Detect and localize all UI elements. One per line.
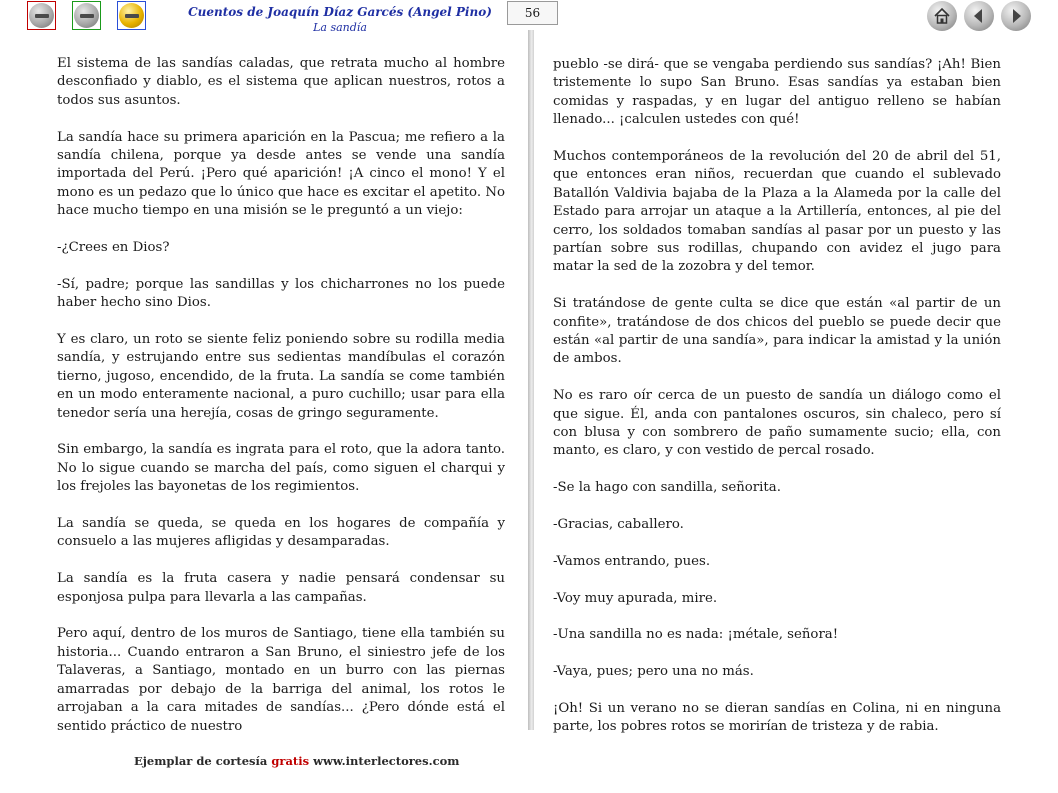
chapter-title: La sandía — [313, 21, 367, 34]
left-column — [57, 55, 505, 754]
footer-site-link[interactable]: www.interlectores.com — [313, 754, 460, 768]
footer-notice — [134, 754, 459, 768]
minimize-icon — [74, 3, 99, 28]
close-icon — [29, 3, 54, 28]
home-icon — [932, 6, 952, 26]
page-number: 56 — [507, 1, 558, 25]
paragraph: -Sí, padre; porque las sandillas y los chicharrones no los puede haber hecho sino Dios. — [57, 276, 505, 311]
next-page-button[interactable] — [1001, 1, 1031, 31]
dialogue-line: -Una sandilla no es nada: ¡métale, señora! — [553, 627, 839, 643]
paragraph: Y es claro, un roto se siente feliz poniendo sobre su rodilla media sandía, y estrujando entre sus sedientas mandíbulas el corazón tierno, jugoso, encendido, de la fruta. La sandía se come también en un modo enteramente nacional, a puro cuchillo; usar para ella tenedor sería una herejía, cosas de gringo seguramente. — [57, 332, 505, 421]
paragraph: La sandía se queda, se queda en los hogares de compañía y consuelo a las mujeres afligidas y desamparadas. — [57, 516, 505, 550]
footer-gratis: gratis — [271, 754, 310, 768]
paragraph: Pero aquí, dentro de los muros de Santiago, tiene ella también su historia... Cuando entraron a San Bruno, el siniestro jefe de los Talaveras, a Santiago, montado en un burro con las piernas amarradas por debajo de la barriga del animal, los rotos le arrojaban a la cara mitades de sandías... ¿Pero dónde está el sentido práctico de nuestro — [57, 626, 505, 734]
dialogue-line: -Vamos entrando, pues. — [553, 553, 711, 569]
dialogue-line: -Vaya, pues; pero una no más. — [553, 664, 754, 680]
minimize-window-button[interactable] — [72, 1, 101, 30]
book-title: Cuentos de Joaquín Díaz Garcés (Angel Pino) — [188, 5, 492, 19]
home-button[interactable] — [927, 1, 957, 31]
paragraph: Sin embargo, la sandía es ingrata para el roto, que la adora tanto. No lo sigue cuando se marcha del país, como siguen el charqui y los frejoles las bayonetas de los regimientos. — [57, 442, 505, 495]
paragraph: Muchos contemporáneos de la revolución del 20 de abril del 51, que entonces eran niños, recuerdan que cuando el sublevado Batallón Valdivia bajaba de la Plaza a la Alameda por la calle del Estado para arrojar un ataque a la Artillería, entonces, al pie del cerro, los soldados tomaban sandías al pasar por un puesto y las partían sobre sus rodillas, chupando con avidez el jugo para matar la sed de la zozobra y del temor. — [553, 149, 1001, 275]
page-divider — [528, 30, 534, 730]
paragraph: La sandía hace su primera aparición en la Pascua; me refiero a la sandía chilena, porque ya desde antes se vende una sandía importada del Perú. ¡Pero qué aparición! ¡A cinco el mono! Y el mono es un pedazo que lo único que hace es excitar el apetito. No hace mucho tiempo en una misión se le preguntó a un viejo: — [57, 129, 505, 219]
paragraph: No es raro oír cerca de un puesto de sandía un diálogo como el que sigue. Él, anda con pantalones oscuros, sin chaleco, pero sí con blusa y con sombrero de paño sumamente sucio; ella, con manto, es claro, y con vestido de percal rosado. — [553, 388, 1001, 459]
paragraph: -¿Crees en Dios? — [57, 240, 170, 256]
paragraph: El sistema de las sandías caladas, que retrata mucho al hombre desconfiado y diablo, es el sistema que aplican nuestros, rotos a todos sus asuntos. — [57, 56, 505, 108]
paragraph: pueblo -se dirá- que se vengaba perdiendo sus sandías? ¡Ah! Bien tristemente lo supo San Bruno. Esas sandías ya estaban bien comidas y raspadas, y en lugar del antiguo relleno se habían llenado... ¡calculen ustedes con qué! — [553, 57, 1001, 128]
footer-prefix: Ejemplar de cortesía — [134, 754, 268, 768]
minimize-icon — [119, 3, 144, 28]
dialogue-line: -Voy muy apurada, mire. — [553, 590, 718, 606]
dialogue-line: -Gracias, caballero. — [553, 517, 684, 533]
paragraph: Si tratándose de gente culta se dice que están «al partir de un confite», tratándose de dos chicos del pueblo se puede decir que están «al partir de una sandía», para indicar la amistad y la unión de ambos. — [553, 296, 1001, 367]
arrow-right-icon — [1006, 6, 1026, 26]
paragraph: ¡Oh! Si un verano no se dieran sandías en Colina, ni en ninguna parte, los pobres rotos se morirían de tristeza y de rabia. — [553, 701, 1001, 735]
paragraph: La sandía es la fruta casera y nadie pensará condensar su esponjosa pulpa para llevarla a las campañas. — [57, 571, 505, 605]
restore-window-button[interactable] — [117, 1, 146, 30]
previous-page-button[interactable] — [964, 1, 994, 31]
arrow-left-icon — [969, 6, 989, 26]
close-window-button[interactable] — [27, 1, 56, 30]
right-column — [553, 56, 1001, 755]
dialogue-line: -Se la hago con sandilla, señorita. — [553, 480, 781, 496]
